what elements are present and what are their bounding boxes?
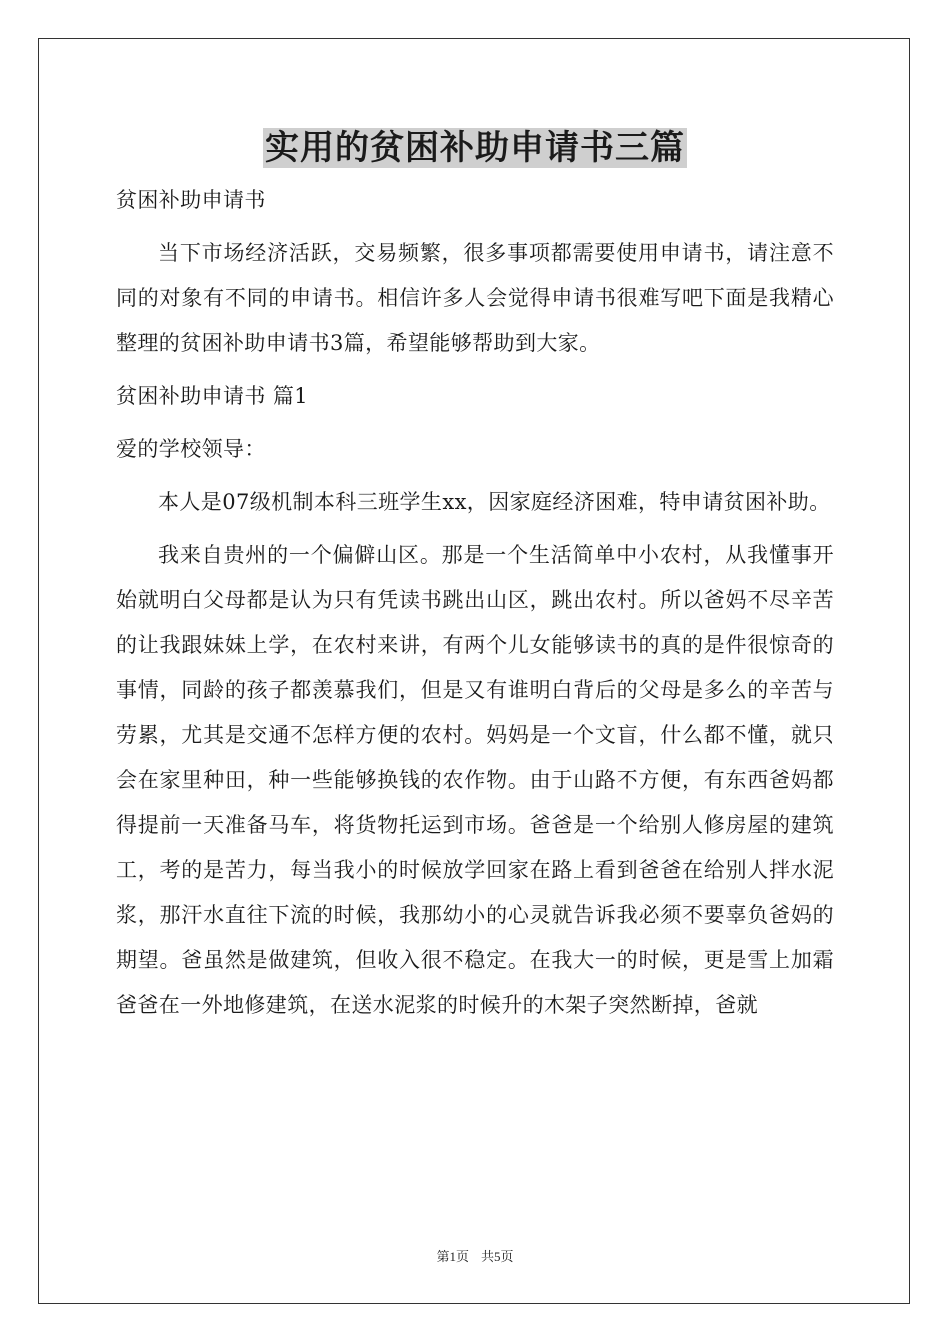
- salutation: 爱的学校领导：: [116, 437, 266, 461]
- intro-paragraph: 当下市场经济活跃，交易频繁，很多事项都需要使用申请书，请注意不同的对象有不同的申请书。相信许多人会觉得申请书很难写吧下面是我精心整理的贫困补助申请书3篇，希望能够帮助到大家。: [116, 241, 834, 355]
- document-title-text: 实用的贫困补助申请书三篇: [265, 128, 685, 168]
- page-number: 第1页: [436, 1249, 469, 1264]
- body-paragraph-2: 我来自贵州的一个偏僻山区。那是一个生活简单中小农村，从我懂事开始就明白父母都是认为只有凭读书跳出山区，跳出农村。所以爸妈不尽辛苦的让我跟妹妹上学，在农村来讲，有两个儿女能够读书的真的是件很惊奇的事情，同龄的孩子都羡慕我们，但是又有谁明白背后的父母是多么的辛苦与劳累，尤其是交通不怎样方便的农村。妈妈是一个文盲，什么都不懂，就只会在家里种田，种一些能够换钱的农作物。由于山路不方便，有东西爸妈都得提前一天准备马车，将货物托运到市场。爸爸是一个给别人修房屋的建筑工，考的是苦力，每当我小的时候放学回家在路上看到爸爸在给别人拌水泥浆，那汗水直往下流的时候，我那幼小的心灵就告诉我必须不要辜负爸妈的期望。爸虽然是做建筑，但收入很不稳定。在我大一的时候，更是雪上加霜爸爸在一外地修建筑，在送水泥浆的时候升的木架子突然断掉，爸就: [116, 543, 834, 1017]
- document-body: [116, 178, 834, 1028]
- page-total: 共5页: [481, 1249, 514, 1264]
- document-title: [0, 126, 950, 170]
- subtitle-paragraph: 贫困补助申请书: [116, 188, 266, 212]
- body-paragraph-1: 本人是07级机制本科三班学生xx，因家庭经济困难，特申请贫困补助。: [158, 490, 831, 514]
- page-footer: [0, 1246, 950, 1265]
- section-heading: 贫困补助申请书 篇1: [116, 384, 309, 408]
